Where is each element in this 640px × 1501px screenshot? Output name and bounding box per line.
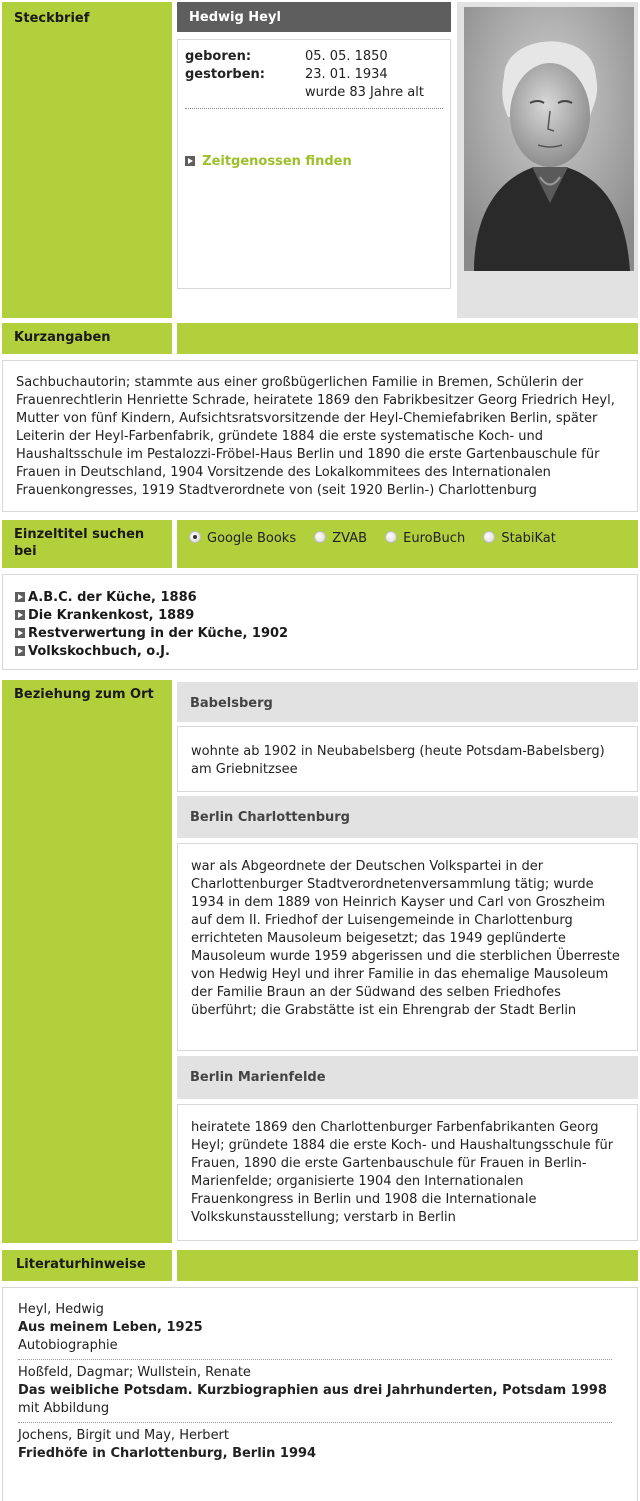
titles-list <box>2 574 638 670</box>
title-link[interactable]: Die Krankenkost, 1889 <box>28 608 195 623</box>
list-item[interactable] <box>15 625 625 643</box>
literature-entry <box>18 1301 612 1360</box>
life-data-box <box>177 39 451 289</box>
radio-icon[interactable] <box>385 531 397 543</box>
title-link[interactable]: A.B.C. der Küche, 1886 <box>28 590 197 605</box>
title-link[interactable]: Volkskochbuch, o.J. <box>28 644 170 659</box>
kurzangaben-bar <box>177 323 638 354</box>
literature-author: Heyl, Hedwig <box>18 1302 104 1317</box>
einzeltitel-label: Einzeltitel suchen bei <box>14 527 145 559</box>
literature-note: Autobiographie <box>18 1338 118 1353</box>
place-description: wohnte ab 1902 in Neubabelsberg (heute Potsdam-Babelsberg) am Griebnitzsee <box>191 744 605 777</box>
title-link[interactable]: Restverwertung in der Küche, 1902 <box>28 626 289 641</box>
option-eurobuch[interactable]: EuroBuch <box>385 531 465 546</box>
arrow-right-icon <box>15 592 25 602</box>
portrait-image <box>464 7 634 271</box>
literatur-box <box>2 1287 638 1501</box>
arrow-right-icon <box>15 646 25 656</box>
place-heading-charlottenburg: Berlin Charlottenburg <box>177 796 638 838</box>
literatur-label: Literaturhinweise <box>16 1257 146 1272</box>
literatur-bar <box>177 1250 638 1281</box>
steckbrief-info <box>177 2 451 318</box>
kurzangaben-label-cell <box>2 323 172 354</box>
einzeltitel-label-cell <box>2 520 172 568</box>
list-item[interactable] <box>15 607 625 625</box>
radio-icon[interactable] <box>314 531 326 543</box>
life-data <box>185 48 443 109</box>
died-value: 23. 01. 1934 <box>305 67 388 82</box>
born-label: geboren: <box>185 49 252 64</box>
place-description: war als Abgeordnete der Deutschen Volkspartei in der Charlottenburger Stadtverordnetenversammlung tätig; wurde 1934 in dem 1889 von Heinrich Kayser und Carl von Groszheim auf dem II. Friedhof der Luisengemeinde in Charlottenburg errichteten Mausoleum beigesetzt; das 1949 geplünderte Mausoleum wurde 1959 abgerissen und die sterblichen Überreste von Hedwig Heyl und ihrer Familie in das ehemalige Mausoleum der Familie Braun an der Südwand des selben Friedhofes überführt; die Grabstätte ist ein Ehrengrab der Stadt Berlin <box>191 859 620 1018</box>
steckbrief-label-cell <box>2 2 172 318</box>
option-zvab[interactable]: ZVAB <box>314 531 367 546</box>
radio-checked-icon[interactable] <box>189 531 201 543</box>
place-text-babelsberg <box>177 726 638 792</box>
steckbrief-label: Steckbrief <box>14 11 90 26</box>
contemporaries-link[interactable] <box>185 153 443 171</box>
literature-title: Aus meinem Leben, 1925 <box>18 1320 203 1335</box>
place-text-marienfelde <box>177 1104 638 1241</box>
beziehung-label-cell <box>2 680 172 1243</box>
person-name: Hedwig Heyl <box>177 2 451 32</box>
radio-icon[interactable] <box>483 531 495 543</box>
portrait-cell <box>457 2 638 318</box>
option-google-books[interactable]: Google Books <box>189 531 296 546</box>
list-item[interactable] <box>15 643 625 661</box>
literature-author: Hoßfeld, Dagmar; Wullstein, Renate <box>18 1365 251 1380</box>
literature-title: Friedhöfe in Charlottenburg, Berlin 1994 <box>18 1446 317 1461</box>
died-label: gestorben: <box>185 67 265 82</box>
list-item[interactable] <box>15 589 625 607</box>
literatur-label-cell <box>2 1250 172 1281</box>
kurzangaben-box <box>2 360 638 512</box>
literature-entry <box>18 1360 612 1423</box>
arrow-right-icon <box>15 610 25 620</box>
kurzangaben-text: Sachbuchautorin; stammte aus einer großbügerlichen Familie in Bremen, Schülerin der Frauenrechtlerin Henriette Schrade, heiratete 1869 den Fabrikbesitzer Georg Friedrich Heyl, Mutter von fünf Kindern, Aufsichtsratsvorsitzende der Heyl-Chemiefabriken Berlin, später Leiterin der Heyl-Farbenfabrik, gründete 1884 die erste systematische Koch- und Haushaltsschule im Pestalozzi-Fröbel-Haus Berlin und 1890 die erste Gartenbauschule für Frauen in Deutschland, 1904 Vorsitzende des Lokalkommitees des Internationalen Frauenkongresses, 1919 Stadtverordnete von (seit 1920 Berlin-) Charlottenburg <box>16 375 615 498</box>
kurzangaben-label: Kurzangaben <box>14 330 111 345</box>
place-description: heiratete 1869 den Charlottenburger Farbenfabrikanten Georg Heyl; gründete 1884 die erste Koch- und Haushaltungsschule für Frauen, 1890 die erste Gartenbauschule für Frauen in Berlin-Marienfelde; organisierte 1904 den Internationalen Frauenkongress in Berlin und 1908 die Internationale Volkskunstausstellung; verstarb in Berlin <box>191 1120 614 1225</box>
age-text: wurde 83 Jahre alt <box>305 85 424 100</box>
option-stabikat[interactable]: StabiKat <box>483 531 556 546</box>
literature-note: mit Abbildung <box>18 1401 110 1416</box>
literature-author: Jochens, Birgit und May, Herbert <box>18 1428 230 1443</box>
place-text-charlottenburg <box>177 843 638 1051</box>
arrow-right-icon <box>15 628 25 638</box>
arrow-right-icon <box>185 156 195 166</box>
search-source-options <box>177 520 638 568</box>
contemporaries-link-label[interactable]: Zeitgenossen finden <box>202 154 352 169</box>
place-heading-marienfelde: Berlin Marienfelde <box>177 1056 638 1099</box>
born-value: 05. 05. 1850 <box>305 49 388 64</box>
literature-entry <box>18 1423 622 1463</box>
place-heading-babelsberg: Babelsberg <box>177 682 638 722</box>
literature-title: Das weibliche Potsdam. Kurzbiographien aus drei Jahrhunderten, Potsdam 1998 <box>18 1383 607 1398</box>
beziehung-label: Beziehung zum Ort <box>14 687 154 702</box>
